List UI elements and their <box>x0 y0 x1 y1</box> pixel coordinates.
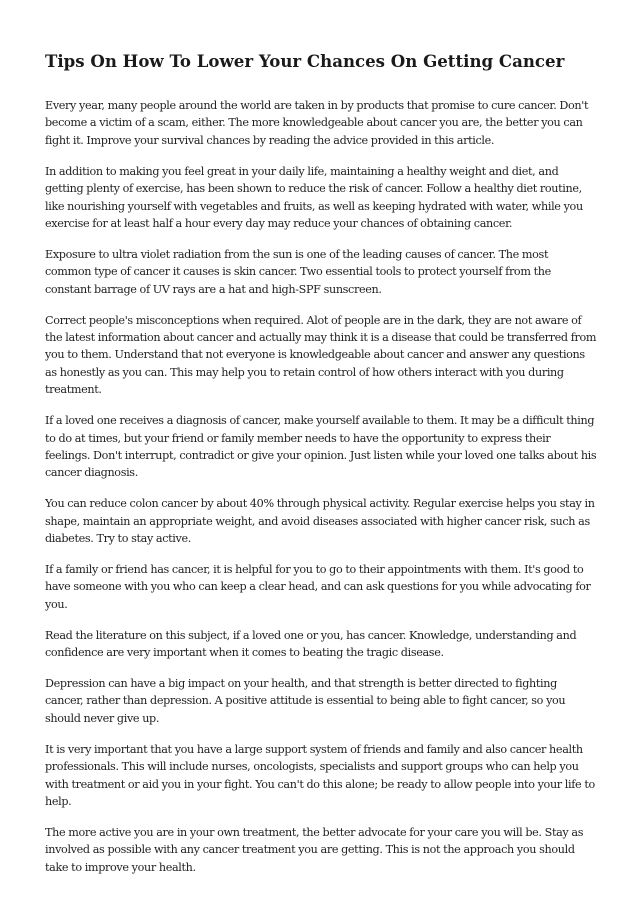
paragraph-colon-cancer: You can reduce colon cancer by about 40% through physical activity. Regular exercise helps you stay in shape, maintain an appropriate weight, and avoid diseases associated with higher cancer risk, such as diabetes. Try to stay active. <box>45 497 595 546</box>
document-page <box>45 50 597 890</box>
paragraph-active-treatment: The more active you are in your own treatment, the better advocate for your care you will be. Stay as involved as possible with any cancer treatment you are getting. This is not the approach you should take to improve your health. <box>45 825 584 874</box>
paragraph-healthy-weight: In addition to making you feel great in your daily life, maintaining a healthy weight and diet, and getting plenty of exercise, has been shown to reduce the risk of cancer. Follow a healthy diet routine, like nourishing yourself with vegetables and fruits, as well as keeping hydrated with water, while you exercise for at least half a hour every day may reduce your chances of obtaining cancer. <box>45 164 583 230</box>
paragraph-appointments: If a family or friend has cancer, it is helpful for you to go to their appointments with them. It's good to have someone with you who can keep a clear head, and can ask questions for you while advocating for you. <box>45 562 591 611</box>
paragraph-scam-warning: Every year, many people around the world are taken in by products that promise to cure cancer. Don't become a victim of a scam, either. The more knowledgeable about cancer you are, the better you can fight it. Improve your survival chances by reading the advice provided in this article. <box>45 99 589 147</box>
document-title: Tips On How To Lower Your Chances On Getting Cancer <box>45 51 565 71</box>
paragraph-support-system: It is very important that you have a large support system of friends and family and also cancer health professionals. This will include nurses, oncologists, specialists and support groups who can help you with treatment or aid you in your fight. You can't do this alone; be ready to allow people into your life to help. <box>45 742 595 808</box>
paragraph-depression: Depression can have a big impact on your health, and that strength is better directed to fighting cancer, rather than depression. A positive attitude is essential to being able to fight cancer, so you should never give up. <box>45 676 566 725</box>
paragraph-literature: Read the literature on this subject, if a loved one or you, has cancer. Knowledge, understanding and confidence are very important when it comes to beating the tragic disease. <box>45 628 577 660</box>
paragraph-uv-exposure: Exposure to ultra violet radiation from the sun is one of the leading causes of cancer. The most common type of cancer it causes is skin cancer. Two essential tools to protect yourself from the constant barrage of UV rays are a hat and high-SPF sunscreen. <box>45 247 551 296</box>
paragraph-misconceptions: Correct people's misconceptions when required. Alot of people are in the dark, they are not aware of the latest information about cancer and actually may think it is a disease that could be transferred from you to them. Understand that not everyone is knowledgeable about cancer and answer any questions as honestly as you can. This may help you to retain control of how others interact with you during treatment. <box>45 313 597 397</box>
paragraph-loved-one-diagnosis: If a loved one receives a diagnosis of cancer, make yourself available to them. It may be a difficult thing to do at times, but your friend or family member needs to have the opportunity to express their feelings. Don't interrupt, contradict or give your opinion. Just listen while your loved one talks about his cancer diagnosis. <box>45 414 597 480</box>
